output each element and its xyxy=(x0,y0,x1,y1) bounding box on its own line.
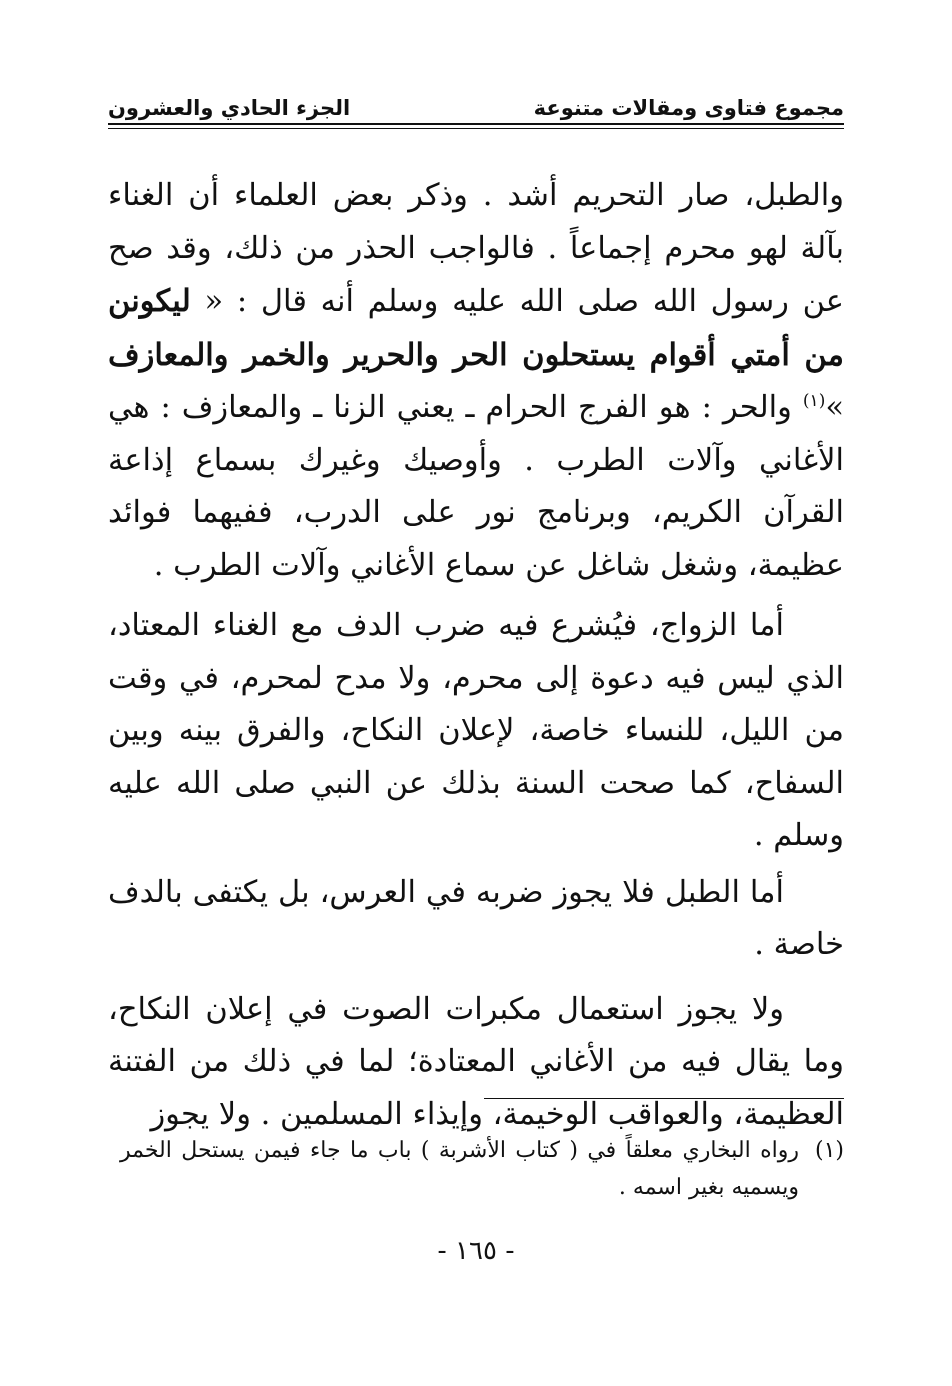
footnote-number: (١) xyxy=(814,1138,844,1163)
footnote-separator xyxy=(484,1098,844,1099)
running-header xyxy=(108,86,844,120)
header-rule-thick xyxy=(108,123,844,125)
paragraph-3: أما الطبل فلا يجوز ضربه في العرس، بل يكتفى بالدف خاصة . xyxy=(108,874,844,962)
header-volume-title: الجزء الحادي والعشرون xyxy=(108,96,351,120)
p1-text-start: والطبل، صار التحريم أشد . وذكر بعض العلماء أن الغناء بآلة لهو محرم إجماعاً . فالواجب الحذر من ذلك، وقد صح عن رسول الله صلى الله عليه وسلم أنه قال : « xyxy=(108,178,844,319)
footnote-text: رواه البخاري معلقاً في ( كتاب الأشربة ) باب ما جاء فيمن يستحل الخمر ويسميه بغير اسمه . xyxy=(120,1138,799,1200)
paragraph-2: أما الزواج، فيُشرع فيه ضرب الدف مع الغناء المعتاد، الذي ليس فيه دعوة إلى محرم، ولا مدح لمحرم، في وقت من الليل، للنساء خاصة، لإعلان النكاح، والفرق بينه وبين السفاح، كما صحت السنة بذلك عن النبي صلى الله عليه وسلم . xyxy=(108,608,844,853)
quote-close: » xyxy=(825,390,844,425)
hadith-quote: ليكونن من أمتي أقوام يستحلون الحر والحرير والخمر والمعازف xyxy=(108,283,844,373)
footnote-reference[interactable]: (١) xyxy=(802,390,826,411)
header-book-title: مجموع فتاوى ومقالات متنوعة xyxy=(533,96,844,120)
body-text xyxy=(108,170,844,1141)
header-rule-thin xyxy=(108,128,844,129)
page-number: - ١٦٥ - xyxy=(437,1236,515,1266)
footnote xyxy=(120,1132,844,1206)
paragraph-1 xyxy=(108,170,844,592)
paragraph-4: ولا يجوز استعمال مكبرات الصوت في إعلان النكاح، وما يقال فيه من الأغاني المعتادة؛ لما في ذلك من الفتنة العظيمة، والعواقب الوخيمة، وإيذاء المسلمين . ولا يجوز xyxy=(108,991,844,1132)
p1-text-end: والحر : هو الفرج الحرام ـ يعني الزنا ـ والمعازف : هي الأغاني وآلات الطرب . وأوصيك وغيرك بسماع إذاعة القرآن الكريم، وبرنامج نور على الدرب، ففيهما فوائد عظيمة، وشغل شاغل عن سماع الأغاني وآلات الطرب . xyxy=(108,390,844,583)
